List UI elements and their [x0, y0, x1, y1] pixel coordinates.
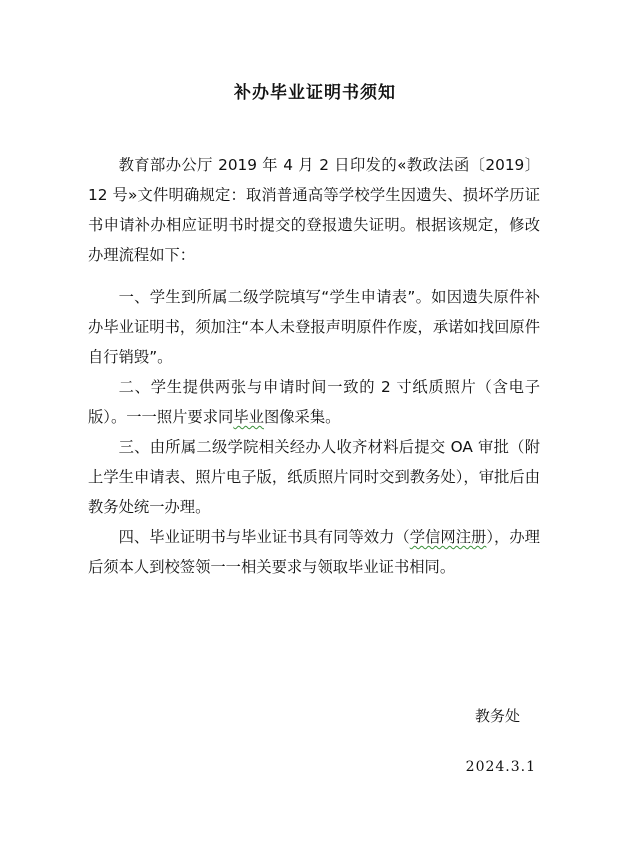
intro-paragraph: 教育部办公厅 2019 年 4 月 2 日印发的«教政法函〔2019〕12 号»文件明确规定：取消普通高等学校学生因遗失、损坏学历证书申请补办相应证明书时提交的登报遗失证明。根据该规定，修改办理流程如下：	[88, 156, 540, 264]
item-4-text-before: 四、毕业证明书与毕业证书具有同等效力（	[118, 528, 410, 546]
item-2-text-after: 图像采集。	[263, 408, 341, 426]
date: 2024.3.1	[465, 759, 536, 775]
item-4-paragraph	[88, 522, 540, 582]
item-4-wavy-text: 学信网注册	[409, 528, 487, 546]
item-2-paragraph	[88, 372, 540, 432]
item-2-text-before: 二、学生提供两张与申请时间一致的 2 寸纸质照片（含电子版）。一一照片要求同	[88, 378, 540, 426]
document-title: 补办毕业证明书须知	[234, 83, 396, 103]
document-body	[88, 150, 540, 582]
item-4-text-after: ），办理后须本人到校签领一一相关要求与领取毕业证书相同。	[88, 528, 540, 576]
item-2-wavy-text: 毕业	[233, 408, 264, 426]
item-3-paragraph: 三、由所属二级学院相关经办人收齐材料后提交 OA 审批（附上学生申请表、照片电子版，纸质照片同时交到教务处），审批后由教务处统一办理。	[88, 438, 540, 516]
signature: 教务处	[474, 707, 520, 725]
item-1-paragraph: 一、学生到所属二级学院填写“学生申请表”。如因遗失原件补办毕业证明书，须加注“本人未登报声明原件作废，承诺如找回原件自行销毁”。	[88, 288, 540, 366]
